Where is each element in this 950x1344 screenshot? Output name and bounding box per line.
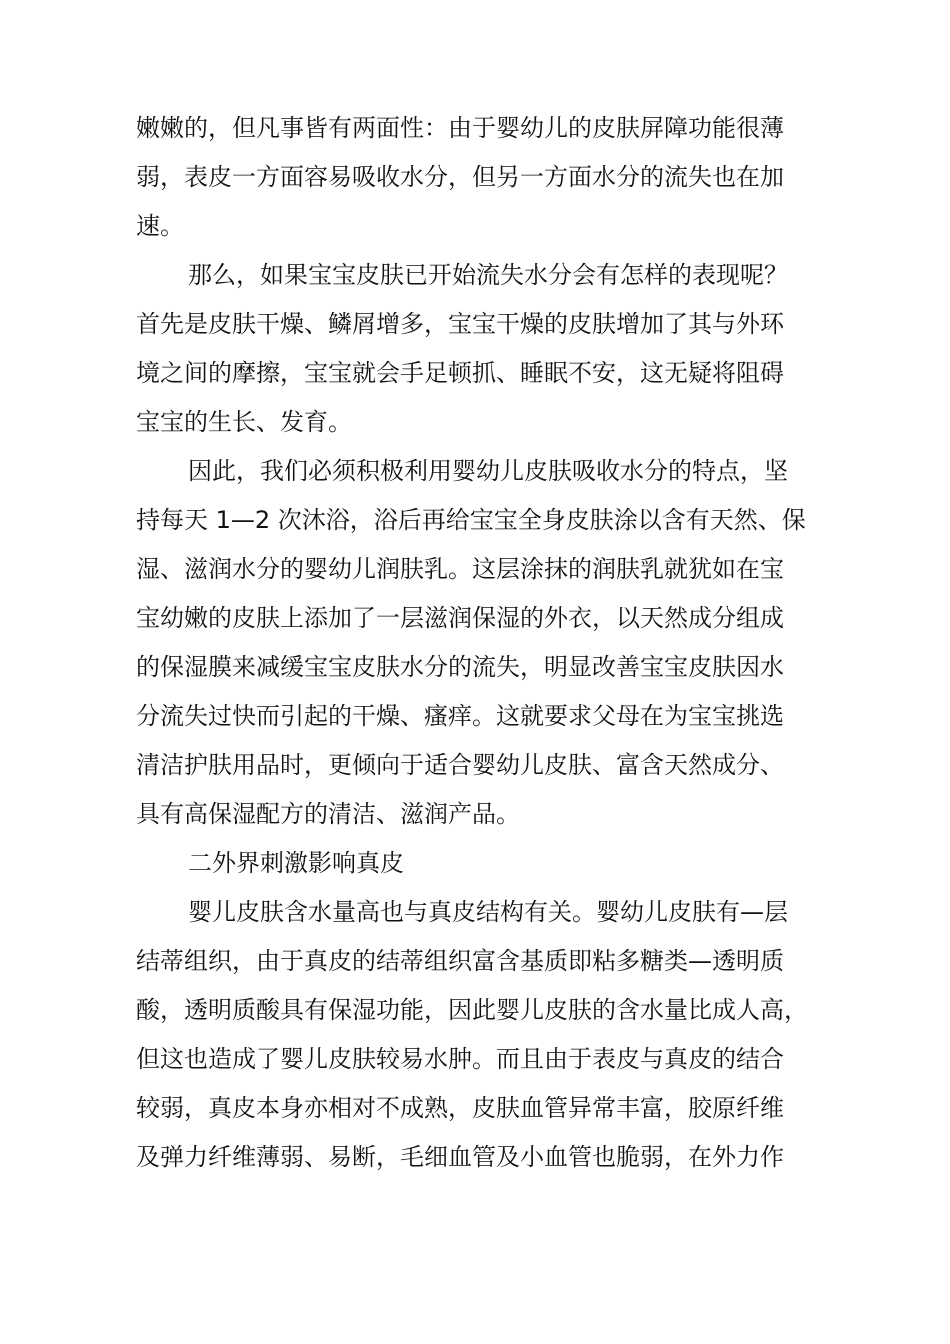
text-line: 境之间的摩擦，宝宝就会手足顿抓、睡眠不安，这无疑将阻碍 [136,359,784,387]
text-line: 速。 [136,212,184,240]
text-line: 宝宝的生长、发育。 [136,408,352,436]
text-line: 的保湿膜来减缓宝宝皮肤水分的流失，明显改善宝宝皮肤因水 [136,653,784,681]
section-heading [136,839,816,888]
text-line: 较弱，真皮本身亦相对不成熟，皮肤血管异常丰富，胶原纤维 [136,1094,784,1122]
text-line: 结蒂组织，由于真皮的结蒂组织富含基质即粘多糖类—透明质 [136,947,784,975]
text-line: 湿、滋润水分的婴幼儿润肤乳。这层涂抹的润肤乳就犹如在宝 [136,555,784,583]
text-line: 持每天 1—2 次沐浴，浴后再给宝宝全身皮肤涂以含有天然、保 [136,506,806,534]
text-line: 酸，透明质酸具有保湿功能，因此婴儿皮肤的含水量比成人高， [136,996,808,1024]
paragraph-1 [136,104,816,251]
paragraph-5 [136,888,816,1182]
text-line: 因此，我们必须积极利用婴幼儿皮肤吸收水分的特点，坚 [188,457,788,485]
text-line: 及弹力纤维薄弱、易断，毛细血管及小血管也脆弱，在外力作 [136,1143,784,1171]
text-line: 宝幼嫩的皮肤上添加了一层滋润保湿的外衣，以天然成分组成 [136,604,784,632]
text-line: 清洁护肤用品时，更倾向于适合婴幼儿皮肤、富含天然成分、 [136,751,784,779]
text-line: 婴儿皮肤含水量高也与真皮结构有关。婴幼儿皮肤有—层 [188,898,788,926]
paragraph-2 [136,251,816,447]
document-body [136,104,816,1182]
text-line: 具有高保湿配方的清洁、滋润产品。 [136,800,520,828]
text-line: 嫩嫩的，但凡事皆有两面性：由于婴幼儿的皮肤屏障功能很薄 [136,114,784,142]
paragraph-3 [136,447,816,839]
text-line: 但这也造成了婴儿皮肤较易水肿。而且由于表皮与真皮的结合 [136,1045,784,1073]
text-line: 首先是皮肤干燥、鳞屑增多，宝宝干燥的皮肤增加了其与外环 [136,310,784,338]
text-line: 那么，如果宝宝皮肤已开始流失水分会有怎样的表现呢？ [188,261,788,289]
text-line: 分流失过快而引起的干燥、瘙痒。这就要求父母在为宝宝挑选 [136,702,784,730]
text-line: 弱，表皮一方面容易吸收水分，但另一方面水分的流失也在加 [136,163,784,191]
section-heading-text: 二外界刺激影响真皮 [188,849,404,877]
